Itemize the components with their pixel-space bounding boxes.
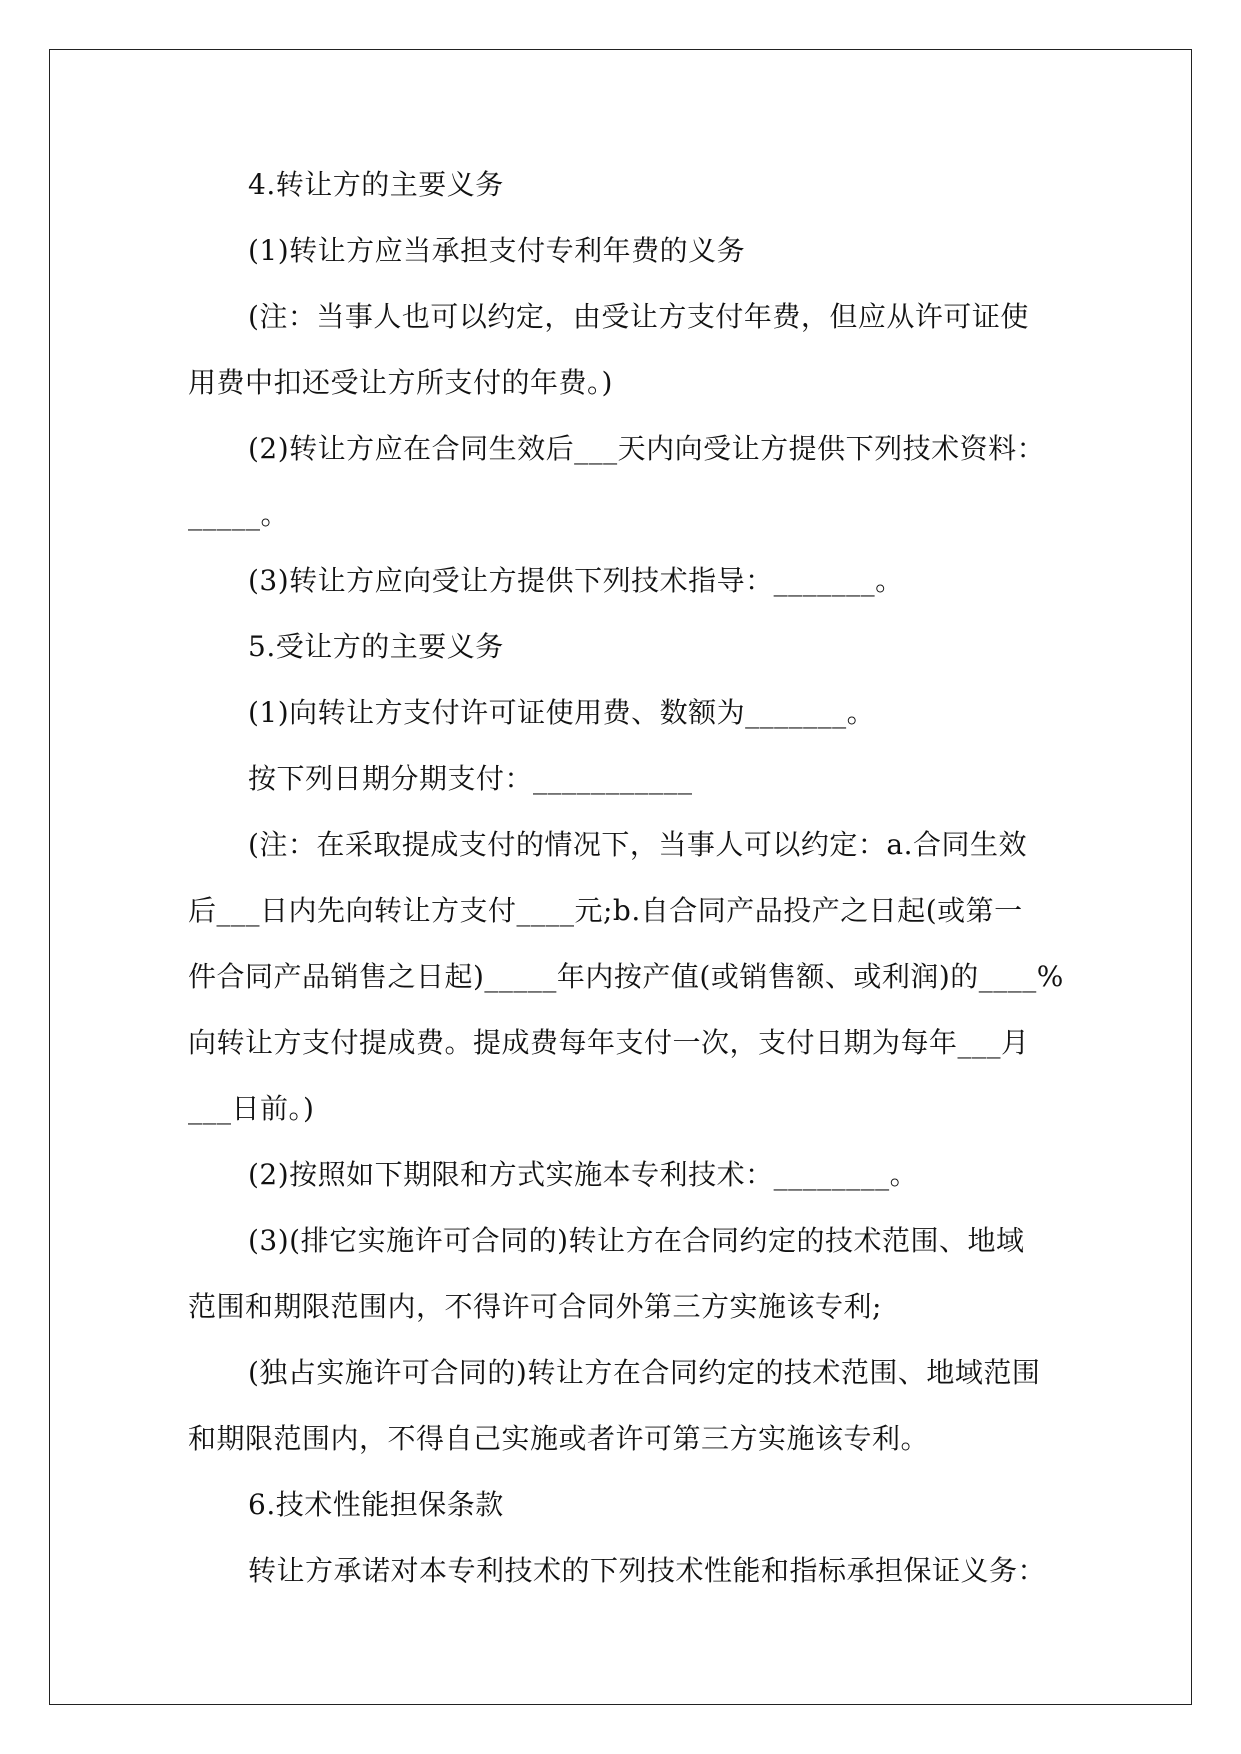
note-line: 件合同产品销售之日起)_____年内按产值(或销售额、或利润)的____% [188,960,1064,993]
note-line: 向转让方支付提成费。提成费每年支付一次，支付日期为每年___月 [188,1026,1030,1059]
section-heading-transferor-obligations: 4.转让方的主要义务 [248,168,504,201]
paragraph-line: (1)转让方应当承担支付专利年费的义务 [248,234,746,267]
note-line: (注：当事人也可以约定，由受让方支付年费，但应从许可证使 [248,300,1029,333]
note-line: 后___日内先向转让方支付____元;b.自合同产品投产之日起(或第一 [188,894,1023,927]
paragraph-line: 范围和期限范围内，不得许可合同外第三方实施该专利; [188,1290,882,1323]
document-body [188,152,1068,1604]
paragraph-line: 转让方承诺对本专利技术的下列技术性能和指标承担保证义务： [248,1554,1047,1587]
note-line: 用费中扣还受让方所支付的年费。) [188,366,613,399]
note-line: (注：在采取提成支付的情况下，当事人可以约定：a.合同生效 [248,828,1028,861]
paragraph-line: 按下列日期分期支付：___________ [248,762,693,795]
note-line: ___日前。) [188,1092,315,1125]
paragraph-line: (独占实施许可合同的)转让方在合同约定的技术范围、地域范围 [248,1356,1041,1389]
section-heading-performance-guarantee: 6.技术性能担保条款 [248,1488,504,1521]
section-heading-transferee-obligations: 5.受让方的主要义务 [248,630,504,663]
paragraph-line: (2)按照如下期限和方式实施本专利技术：________。 [248,1158,919,1191]
paragraph-line: 和期限范围内，不得自己实施或者许可第三方实施该专利。 [188,1422,930,1455]
paragraph-line: _____。 [188,498,290,531]
paragraph-line: (2)转让方应在合同生效后___天内向受让方提供下列技术资料： [248,432,1046,465]
paragraph-line: (3)(排它实施许可合同的)转让方在合同约定的技术范围、地域 [248,1224,1025,1257]
paragraph-line: (1)向转让方支付许可证使用费、数额为_______。 [248,696,876,729]
paragraph-line: (3)转让方应向受让方提供下列技术指导：_______。 [248,564,904,597]
